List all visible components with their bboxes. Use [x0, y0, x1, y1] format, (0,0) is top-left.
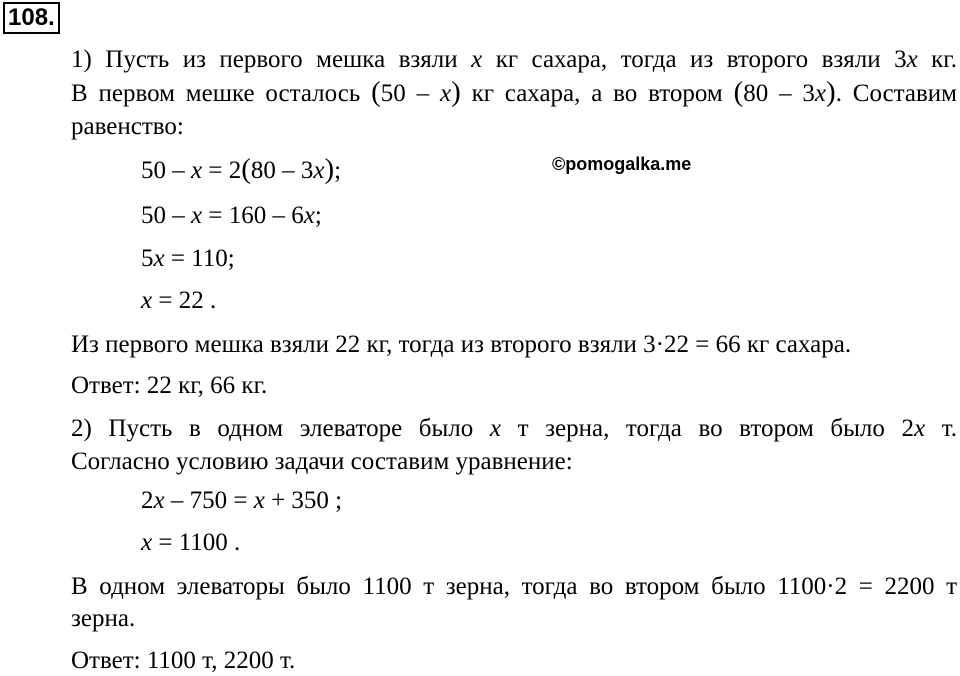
part2-conclusion-line1: В одном элеваторы было 1100 т зерна, тогда во втором было 1100·2 = 2200 т	[71, 573, 957, 600]
part1-equation-4: x = 22 .	[141, 287, 217, 314]
part2-equation-1: 2x – 750 = x + 350 ;	[141, 487, 343, 514]
part1-equation-3: 5x = 110;	[141, 245, 235, 272]
problem-number: 108.	[3, 2, 60, 34]
part2-line1: 2) Пусть в одном элеваторе было x т зерна, тогда во втором было 2x т.	[71, 415, 958, 442]
watermark: ©pomogalka.me	[552, 154, 692, 174]
part1-conclusion: Из первого мешка взяли 22 кг, тогда из второго взяли 3·22 = 66 кг сахара.	[71, 331, 852, 358]
part1-answer: Ответ: 22 кг, 66 кг.	[71, 372, 268, 399]
part2-equation-2: x = 1100 .	[141, 529, 241, 556]
part1-equation-1: 50 – x = 2(80 – 3x);	[141, 153, 342, 185]
part2-answer: Ответ: 1100 т, 2200 т.	[71, 647, 296, 674]
part2-line2: Согласно условию задачи составим уравнение:	[71, 448, 573, 475]
part2-conclusion-line2: зерна.	[71, 605, 136, 632]
part1-line1: 1) Пусть из первого мешка взяли x кг сахара, тогда из второго взяли 3x кг.	[71, 46, 957, 73]
part1-equation-2: 50 – x = 160 – 6x;	[141, 202, 322, 229]
part1-line3: равенство:	[71, 113, 184, 140]
part1-line2: В первом мешке осталось (50 – x) кг сахара, а во втором (80 – 3x). Составим	[71, 76, 958, 108]
